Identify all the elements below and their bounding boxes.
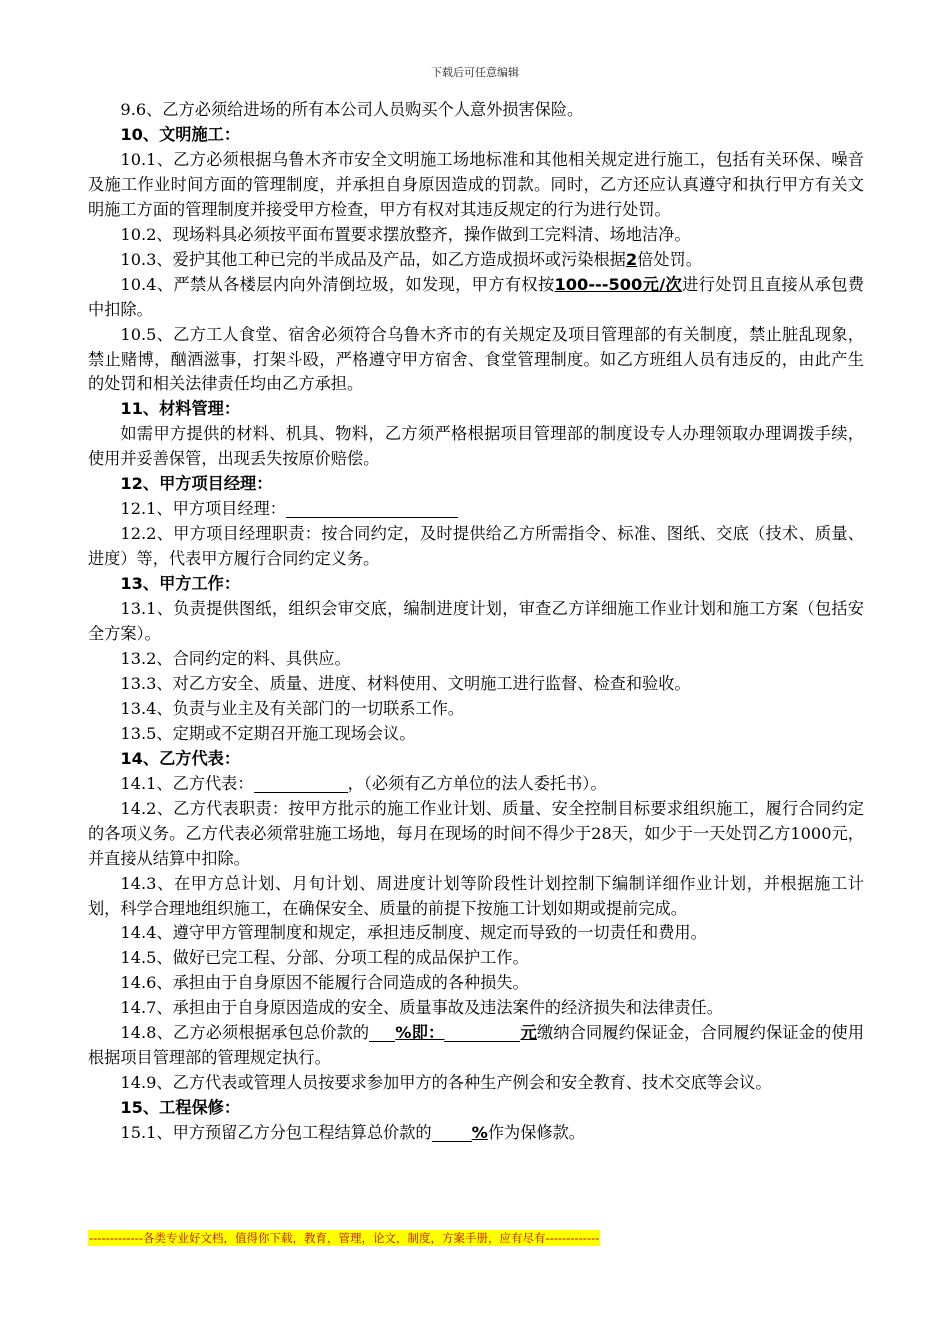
clause-14-1-tail: ，（必须有乙方单位的法人委托书）。 [347, 773, 607, 793]
clause-15-1-tail: 作为保修款。 [487, 1123, 585, 1143]
contract-body [88, 98, 864, 1146]
clause-10-4 [88, 273, 864, 323]
clause-10-4-tail: 进行处罚且直接从承包费中扣除。 [88, 274, 864, 319]
clause-11: 如需甲方提供的材料、机具、物料，乙方须严格根据项目管理部的制度设专人办理领取办理调拨手续，使用并妥善保管，出现丢失按原价赔偿。 [88, 424, 864, 469]
warranty-percent-blank[interactable] [432, 1123, 472, 1142]
clause-10-5: 10.5、乙方工人食堂、宿舍必须符合乌鲁木齐市的有关规定及项目管理部的有关制度，禁止脏乱现象，禁止赌博，酗酒滋事，打架斗殴，严格遵守甲方宿舍、食堂管理制度。如乙方班组人员有违反的，由此产生的处罚和相关法律责任均由乙方承担。 [88, 324, 864, 394]
section-11-heading: 11、材料管理： [120, 399, 241, 419]
clause-12-1-text: 12.1、甲方项目经理： [120, 499, 286, 519]
section-10-heading: 10、文明施工： [120, 124, 241, 144]
clause-10-3-tail: 倍处罚。 [637, 249, 702, 269]
clause-10-3 [88, 248, 864, 273]
penalty-amount: 100---500元/次 [554, 274, 683, 294]
clause-14-4: 14.4、遵守甲方管理制度和规定，承担违反制度、规定而导致的一切责任和费用。 [120, 923, 707, 943]
clause-15-1-text: 15.1、甲方预留乙方分包工程结算总价款的 [120, 1123, 432, 1143]
clause-9-6: 9.6、乙方必须给进场的所有本公司人员购买个人意外损害保险。 [120, 100, 584, 119]
clause-10-1: 10.1、乙方必须根据乌鲁木齐市安全文明施工场地标准和其他相关规定进行施工，包括有关环保、噪音及施工作业时间方面的管理制度，并承担自身原因造成的罚款。同时，乙方还应认真遵守和执行甲方有关文明施工方面的管理制度并接受甲方检查，甲方有权对其违反规定的行为进行处罚。 [88, 149, 864, 219]
clause-14-6: 14.6、承担由于自身原因不能履行合同造成的各种损失。 [120, 973, 529, 993]
representative-name-blank[interactable] [254, 774, 348, 793]
section-15-heading: 15、工程保修： [120, 1098, 241, 1118]
clause-14-1-text: 14.1、乙方代表： [120, 773, 254, 793]
deposit-percent-label: %即： [395, 1023, 445, 1043]
clause-10-2: 10.2、现场料具必须按平面布置要求摆放整齐，操作做到工完料清、场地洁净。 [120, 224, 691, 244]
deposit-percent-blank[interactable] [369, 1023, 395, 1042]
penalty-multiplier: 2 [625, 249, 638, 269]
clause-14-5: 14.5、做好已完工程、分部、分项工程的成品保护工作。 [120, 948, 529, 968]
clause-10-3-text: 10.3、爱护其他工种已完的半成品及产品，如乙方造成损坏或污染根据 [120, 249, 626, 269]
clause-14-8 [88, 1021, 864, 1071]
clause-14-8-text: 14.8、乙方必须根据承包总价款的 [120, 1023, 370, 1043]
promo-footer: -------------各类专业好文档，值得你下载，教育，管理，论文，制度，方案手册，应有尽有------------- [89, 1231, 600, 1245]
clause-14-8-tail: 缴纳合同履约保证金，合同履约保证金的使用根据项目管理部的管理规定执行。 [88, 1023, 865, 1068]
clause-14-3: 14.3、在甲方总计划、月旬计划、周进度计划等阶段性计划控制下编制详细作业计划，并根据施工计划，科学合理地组织施工，在确保安全、质量的前提下按施工计划如期或提前完成。 [88, 873, 864, 918]
section-12-heading: 12、甲方项目经理： [120, 474, 273, 494]
deposit-amount-blank[interactable] [444, 1023, 520, 1042]
page-header: 下载后可任意编辑 [431, 66, 519, 79]
clause-13-1: 13.1、负责提供图纸，组织会审交底，编制进度计划，审查乙方详细施工作业计划和施工方案（包括安全方案）。 [88, 599, 864, 644]
clause-14-9: 14.9、乙方代表或管理人员按要求参加甲方的各种生产例会和安全教育、技术交底等会议。 [120, 1073, 772, 1093]
clause-13-5: 13.5、定期或不定期召开施工现场会议。 [120, 723, 416, 743]
section-14-heading: 14、乙方代表： [120, 748, 241, 768]
clause-13-2: 13.2、合同约定的料、具供应。 [120, 648, 351, 668]
clause-12-2: 12.2、甲方项目经理职责：按合同约定，及时提供给乙方所需指令、标准、图纸、交底（技术、质量、进度）等，代表甲方履行合同约定义务。 [88, 524, 864, 569]
clause-14-1 [88, 772, 864, 797]
section-13-heading: 13、甲方工作： [120, 574, 241, 594]
clause-13-3: 13.3、对乙方安全、质量、进度、材料使用、文明施工进行监督、检查和验收。 [120, 673, 691, 693]
clause-10-4-text: 10.4、严禁从各楼层内向外清倒垃圾，如发现，甲方有权按 [120, 274, 555, 294]
clause-12-1 [88, 497, 864, 522]
clause-14-2: 14.2、乙方代表职责：按甲方批示的施工作业计划、质量、安全控制目标要求组织施工，履行合同约定的各项义务。乙方代表必须常驻施工场地，每月在现场的时间不得少于28天，如少于一天处罚乙方1000元，并直接从结算中扣除。 [88, 798, 864, 868]
clause-14-7: 14.7、承担由于自身原因造成的安全、质量事故及违法案件的经济损失和法律责任。 [120, 998, 723, 1018]
clause-13-4: 13.4、负责与业主及有关部门的一切联系工作。 [120, 698, 464, 718]
clause-15-1 [88, 1121, 864, 1146]
manager-name-blank[interactable] [286, 499, 458, 518]
warranty-percent-label: % [471, 1123, 488, 1143]
deposit-currency-label: 元 [520, 1023, 537, 1043]
